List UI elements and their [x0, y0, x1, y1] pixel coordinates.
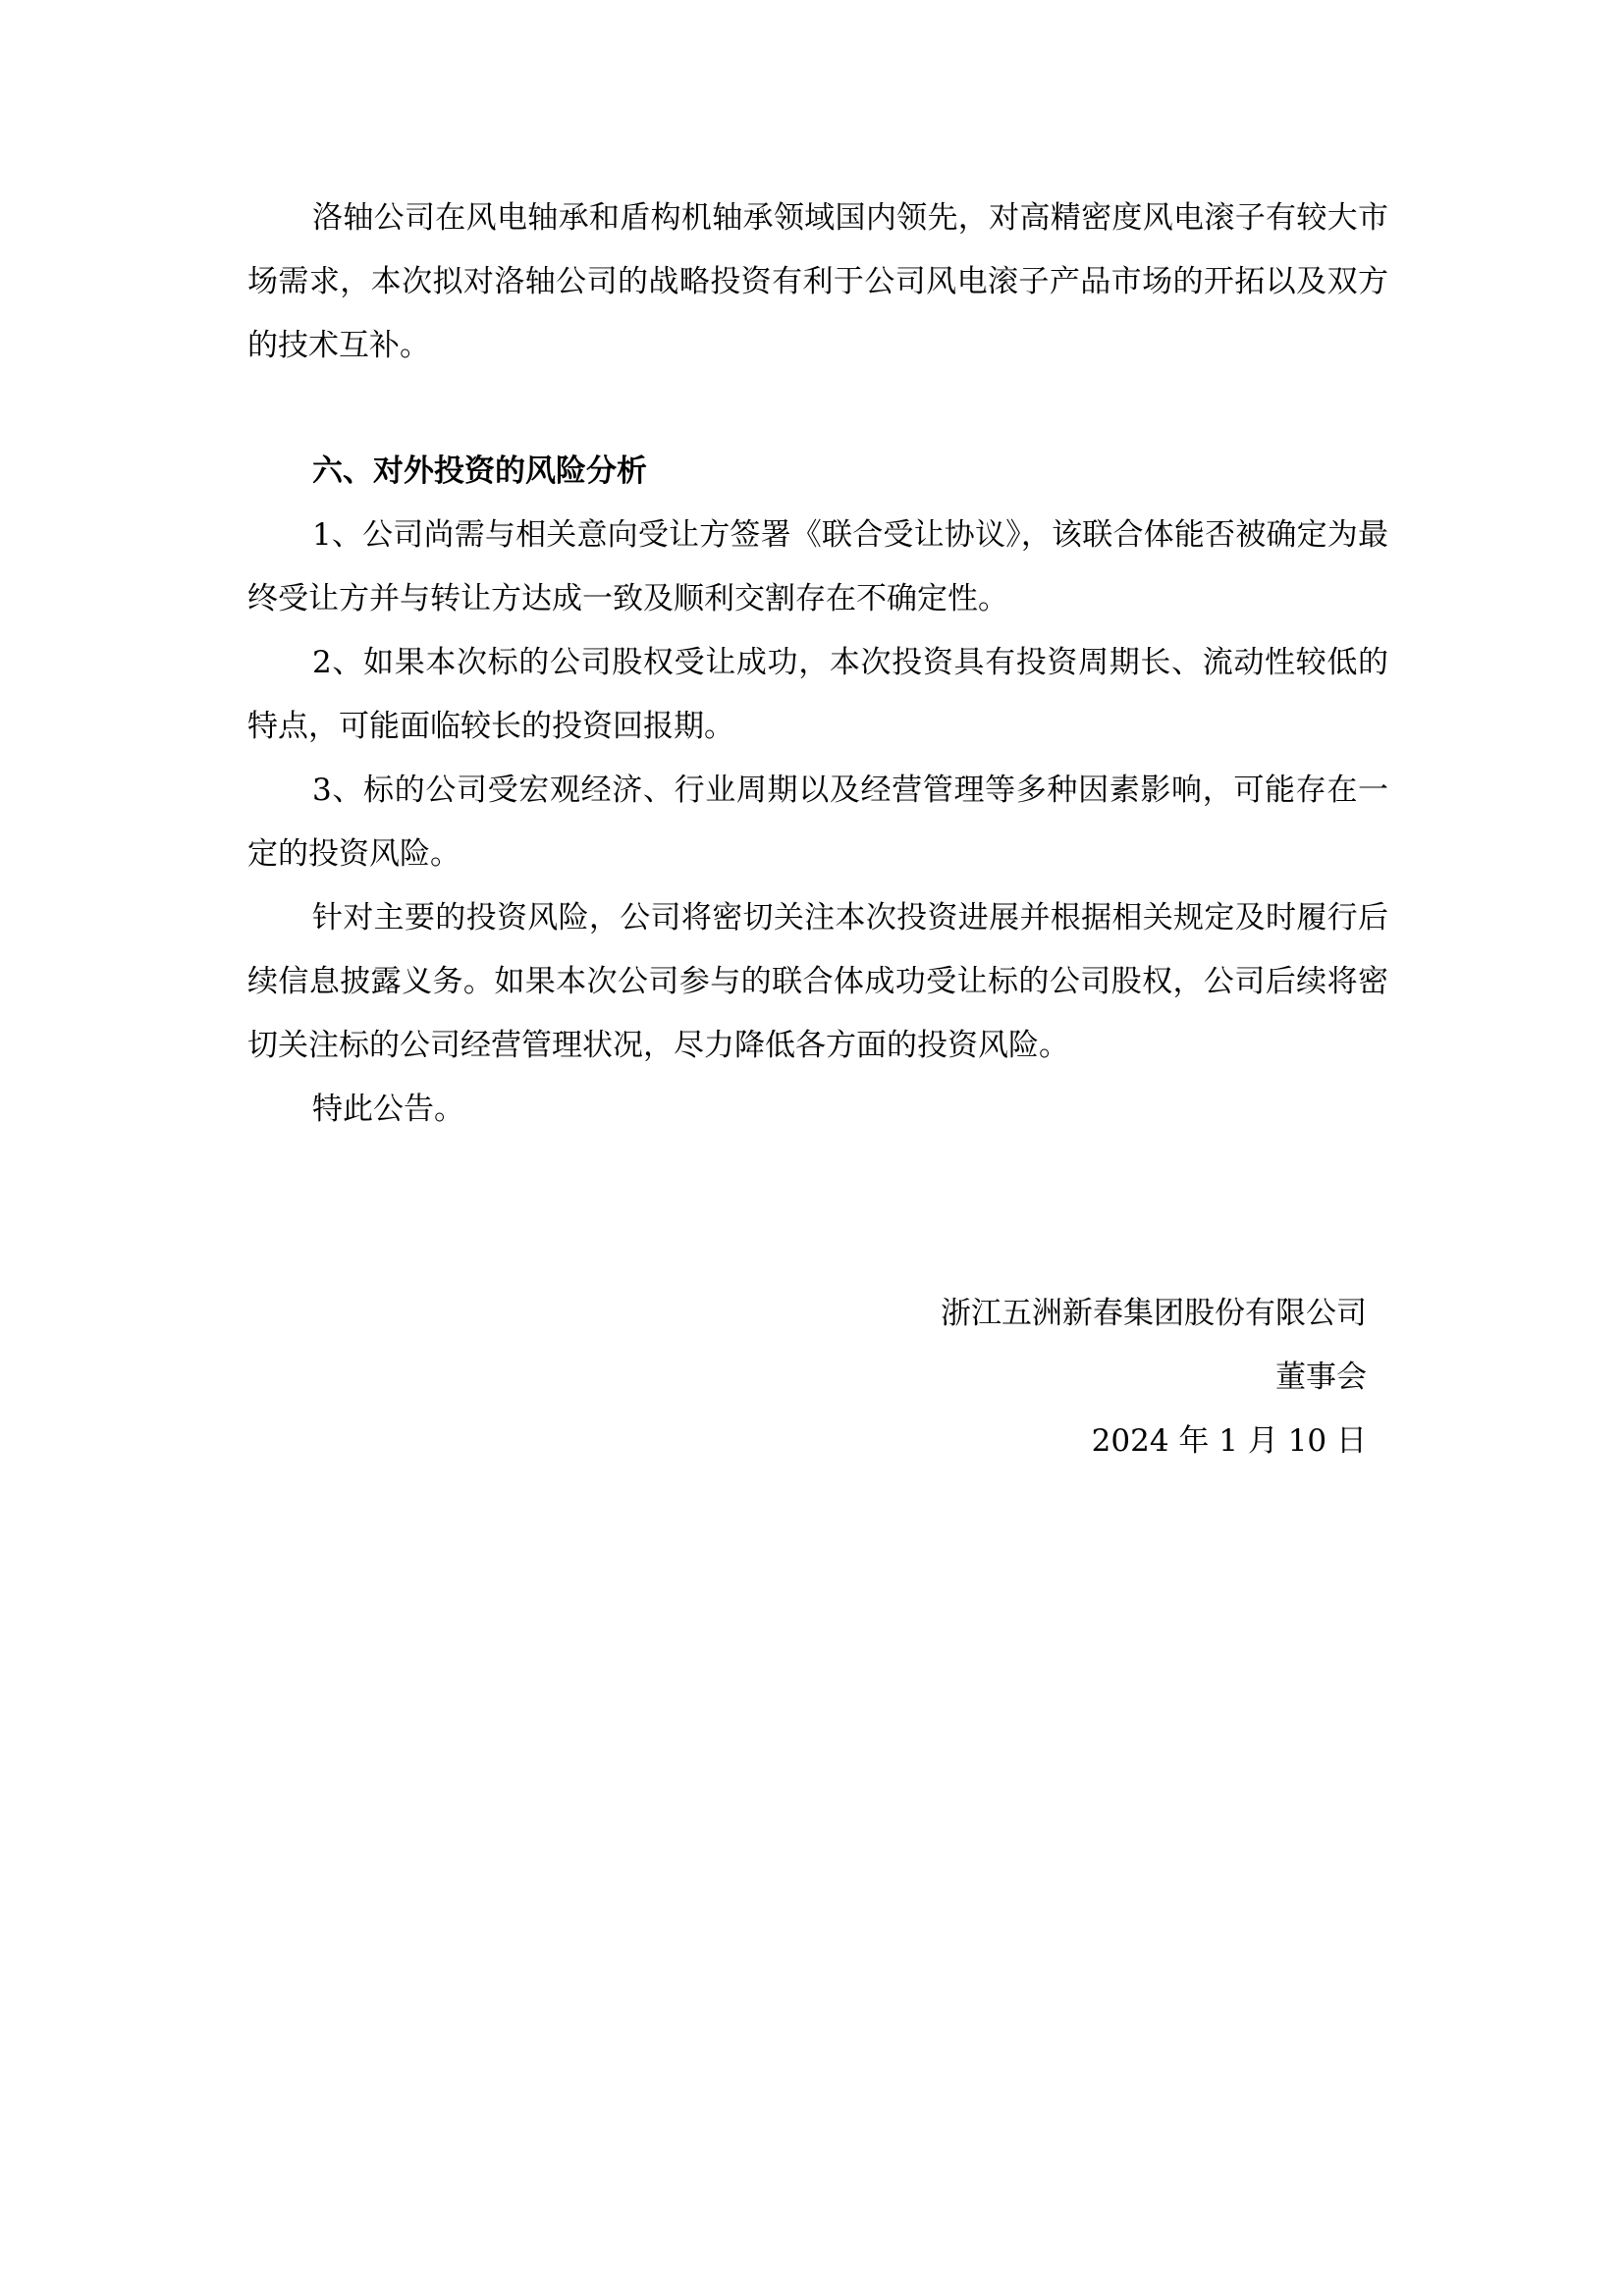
mitigation-paragraph: 针对主要的投资风险，公司将密切关注本次投资进展并根据相关规定及时履行后续信息披露义务。如果本次公司参与的联合体成功受让标的公司股权，公司后续将密切关注标的公司经营管理状况，尽力降低各方面的投资风险。 [247, 900, 1388, 1063]
section-heading: 六、对外投资的风险分析 [312, 454, 647, 489]
risk-item-1: 1、公司尚需与相关意向受让方签署《联合受让协议》，该联合体能否被确定为最终受让方并与转让方达成一致及顺利交割存在不确定性。 [247, 517, 1388, 616]
signature-company: 浙江五洲新春集团股份有限公司 [941, 1296, 1367, 1331]
intro-paragraph: 洛轴公司在风电轴承和盾构机轴承领域国内领先，对高精密度风电滚子有较大市场需求，本次拟对洛轴公司的战略投资有利于公司风电滚子产品市场的开拓以及双方的技术互补。 [247, 200, 1388, 363]
risk-item-2: 2、如果本次标的公司股权受让成功，本次投资具有投资周期长、流动性较低的特点，可能面临较长的投资回报期。 [247, 645, 1388, 744]
closing-text: 特此公告。 [312, 1092, 464, 1127]
signature-date: 2024 年 1 月 10 日 [1091, 1423, 1367, 1459]
document-body [247, 187, 1388, 1142]
risk-item-3: 3、标的公司受宏观经济、行业周期以及经营管理等多种因素影响，可能存在一定的投资风险。 [247, 773, 1388, 872]
signature-block [941, 1282, 1367, 1473]
section-spacer [247, 378, 1388, 440]
signature-board: 董事会 [1275, 1360, 1367, 1395]
